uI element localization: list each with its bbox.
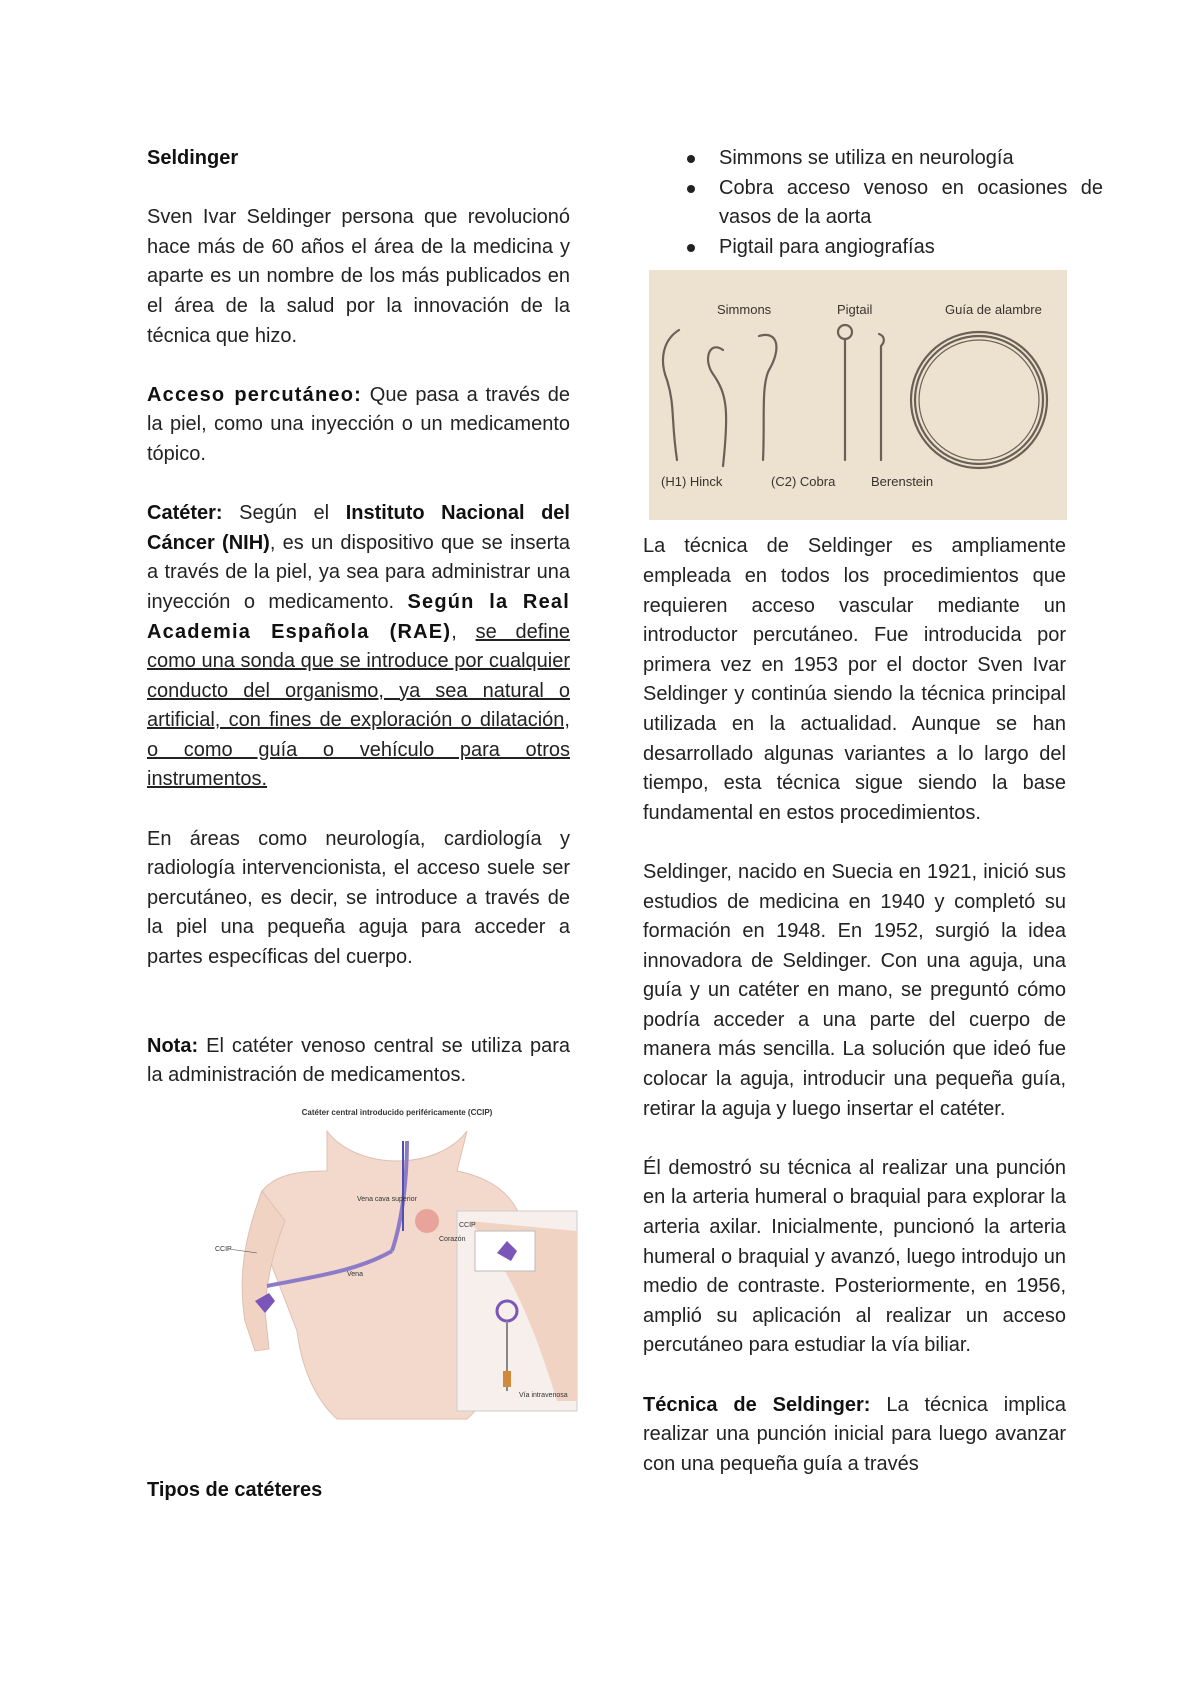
rae-name: Según la Real Academia Española (RAE) [147, 590, 570, 643]
label-hinck: (H1) Hinck [661, 474, 723, 490]
paragraph-tecnica: Técnica de Seldinger: La técnica implica realizar una punción inicial para luego avanzar con una pequeña guía a través [643, 1393, 1066, 1475]
nota-label: Nota: [147, 1034, 199, 1057]
label-via-intravenosa: Vía intravenosa [519, 1391, 568, 1399]
paragraph-tecnica-intro: La técnica de Seldinger es ampliamente empleada en todos los procedimientos que requieren acceso vascular mediante un introductor percutáneo. Fue introducida por primera vez en 1953 por el doctor Sven Ivar Seldinger y continúa siendo la técnica principal utilizada en la actualidad. Aunque se han desarrollado algunas variantes a lo largo del tiempo, esta técnica sigue siendo la base fundamental en estos procedimientos. [643, 535, 1066, 824]
label-pigtail: Pigtail [837, 302, 873, 318]
catheter-types-figure [649, 270, 1067, 520]
tecnica-label: Técnica de Seldinger: [643, 1393, 871, 1416]
ccip-illustration [207, 1101, 587, 1421]
catheter-types-list [683, 144, 1103, 262]
label-ccip-left: CCIP [215, 1245, 232, 1253]
left-column [147, 144, 570, 1421]
list-item: Cobra acceso venoso en ocasiones de vasos de la aorta [683, 174, 1103, 233]
label-vena-cava: Vena cava superior [357, 1195, 417, 1203]
nih-name: Instituto Nacional del Cáncer (NIH) [147, 502, 570, 554]
section-title: Seldinger [147, 147, 239, 169]
label-berenstein: Berenstein [871, 474, 934, 490]
label-cobra: (C2) Cobra [771, 474, 836, 490]
label-corazon: Corazón [439, 1235, 466, 1243]
list-item: Simmons se utiliza en neurología [683, 144, 1103, 174]
cateter-paragraph: Catéter: Según el Instituto Nacional del Cáncer (NIH), es un dispositivo que se inserta a través de la piel, ya sea para administrar una inyección o medicamento. Según la Real Academia Española (RAE), se define como una sonda que se introduce por cualquier conducto del organismo, ya sea natural o artificial, con fines de exploración o dilatación, o como guía o vehículo para otros instrumentos. [147, 502, 570, 791]
right-column [643, 144, 1103, 1479]
rae-definition: se define como una sonda que se introduce por cualquier conducto del organismo, ya sea natural o artificial, con fines de exploración o dilatación, o como guía o vehículo para otros instrumentos. [147, 620, 570, 791]
acceso-paragraph: Acceso percutáneo: Que pasa a través de la piel, como una inyección o un medicamento tópico. [147, 383, 570, 465]
ccip-figure-title: Catéter central introducido periféricamente (CCIP) [301, 1107, 493, 1117]
paragraph-demostracion: Él demostró su técnica al realizar una punción en la arteria humeral o braquial para explorar la arteria axilar. Inicialmente, puncionó la arteria humeral o braquial y avanzó, luego introdujo un medio de contraste. Posteriormente, en 1956, amplió su aplicación al realizar un acceso percutáneo para estudiar la vía biliar. [643, 1156, 1066, 1357]
nota-paragraph: Nota: El catéter venoso central se utiliza para la administración de medicamentos. [147, 1034, 570, 1087]
label-guia: Guía de alambre [945, 302, 1042, 318]
tipos-heading: Tipos de catéteres [147, 1479, 323, 1501]
intro-paragraph: Sven Ivar Seldinger persona que revolucionó hace más de 60 años el área de la medicina y aparte es un nombre de los más publicados en el área de la salud por la innovación de la técnica que hizo. [147, 206, 570, 347]
label-ccip-right: CCIP [459, 1221, 476, 1229]
areas-paragraph: En áreas como neurología, cardiología y radiología intervencionista, el acceso suele ser percutáneo, es decir, se introduce a través de la piel una pequeña aguja para acceder a partes específicas del cuerpo. [147, 827, 570, 969]
acceso-label: Acceso percutáneo: [147, 383, 363, 406]
label-simmons: Simmons [717, 302, 772, 318]
list-item: Pigtail para angiografías [683, 233, 1103, 263]
cateter-label: Catéter: [147, 502, 223, 525]
paragraph-biografia: Seldinger, nacido en Suecia en 1921, inició sus estudios de medicina en 1940 y completó su formación en 1948. En 1952, surgió la idea innovadora de Seldinger. Con una aguja, una guía y un catéter en mano, se preguntó cómo podría acceder a una parte del cuerpo de manera más sencilla. La solución que ideó fue colocar la aguja, introducir una pequeña guía, retirar la aguja y luego insertar el catéter. [643, 860, 1066, 1120]
label-vena: Vena [347, 1270, 363, 1278]
